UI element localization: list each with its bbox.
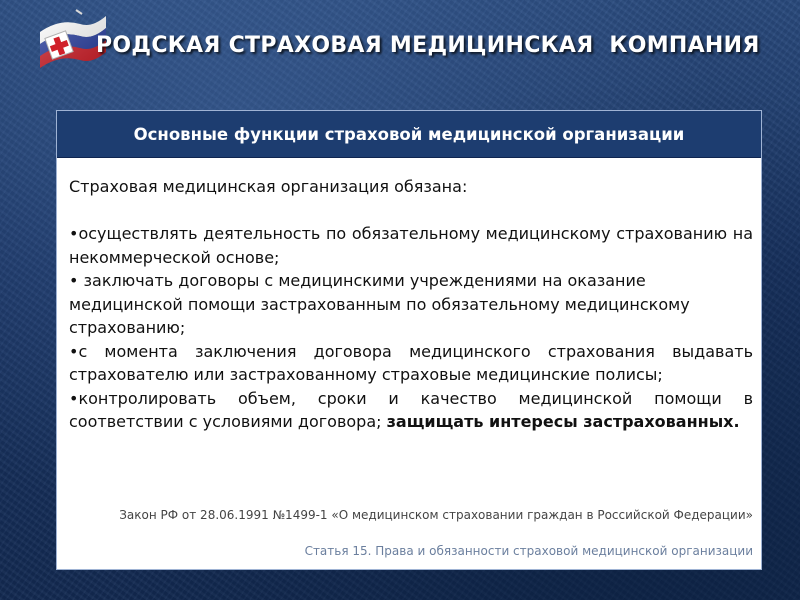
panel-content	[69, 175, 753, 434]
intro-text: Страховая медицинская организация обязана:	[69, 177, 468, 196]
bullet-bold-text: защищать интересы застрахованных.	[386, 412, 740, 431]
source-citation: Закон РФ от 28.06.1991 №1499-1 «О медицинском страховании граждан в Российской Федерации»	[119, 508, 753, 522]
bullet-item: • заключать договоры с медицинскими учреждениями на оказание медицинской помощи застрахованным по обязательному медицинскому страхованию;	[69, 271, 690, 337]
bullet-item	[69, 387, 753, 434]
functions-panel	[56, 110, 762, 570]
panel-header	[57, 111, 761, 158]
company-title: РОДСКАЯ СТРАХОВАЯ МЕДИЦИНСКАЯ КОМПАНИЯ	[96, 33, 760, 58]
source-article: Статья 15. Права и обязанности страховой медицинской организации	[304, 544, 753, 558]
bullet-item: •с момента заключения договора медицинского страхования выдавать страхователю или застрахованному страховые медицинские полисы;	[69, 341, 753, 384]
bullet-text: •контролировать объем, сроки и качество медицинской помощи в соответствии с условиями договора;	[69, 388, 753, 431]
bullet-item: •осуществлять деятельность по обязательному медицинскому страхованию на некоммерческой основе;	[69, 224, 753, 267]
panel-title: Основные функции страховой медицинской организации	[133, 124, 685, 144]
